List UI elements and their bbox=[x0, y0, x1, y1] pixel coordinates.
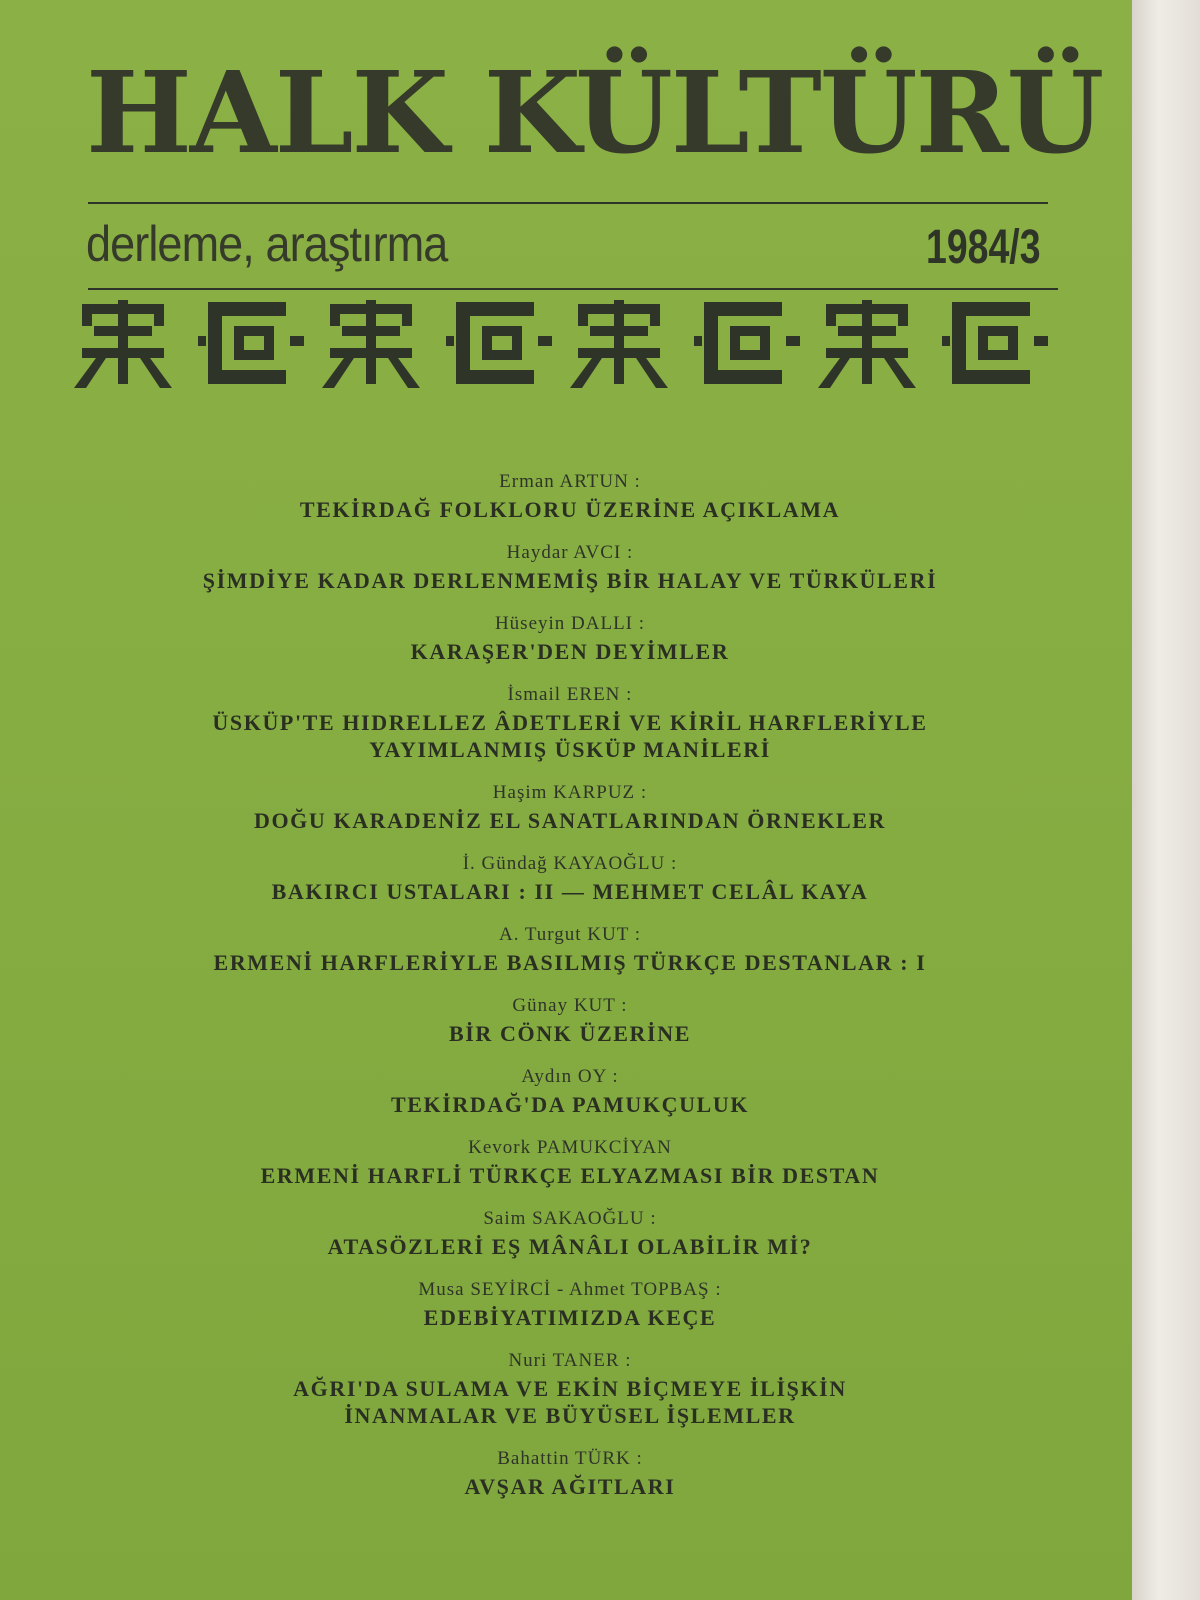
entry-author: Haşim KARPUZ : bbox=[492, 782, 648, 803]
contents-entry bbox=[150, 1134, 990, 1189]
magazine-subtitle: derleme, araştırma bbox=[86, 216, 448, 272]
scroll-motif-icon bbox=[198, 302, 304, 384]
entry-article-title: ATASÖZLERİ EŞ MÂNÂLI OLABİLİR Mİ? bbox=[327, 1234, 813, 1259]
entry-article-title: AĞRI'DA SULAMA VE EKİN BİÇMEYE İLİŞKİN bbox=[293, 1376, 847, 1401]
entry-author: Günay KUT : bbox=[512, 995, 628, 1016]
scroll-motif-icon bbox=[446, 302, 552, 384]
entry-article-title: ERMENİ HARFLERİYLE BASILMIŞ TÜRKÇE DESTANLAR : I bbox=[213, 950, 927, 975]
entry-article-title: İNANMALAR VE BÜYÜSEL İŞLEMLER bbox=[344, 1403, 796, 1428]
contents-entry bbox=[150, 779, 990, 834]
entry-author: Bahattin TÜRK : bbox=[497, 1448, 643, 1469]
contents-entry bbox=[150, 921, 990, 976]
contents-entry bbox=[150, 1445, 990, 1500]
entry-article-title: BİR CÖNK ÜZERİNE bbox=[449, 1021, 691, 1046]
contents-entry bbox=[150, 1205, 990, 1260]
contents-entry bbox=[150, 681, 990, 763]
contents-entry bbox=[150, 610, 990, 665]
entry-article-title: EDEBİYATIMIZDA KEÇE bbox=[423, 1305, 717, 1330]
scroll-motif-icon bbox=[694, 302, 800, 384]
entry-article-title: KARAŞER'DEN DEYİMLER bbox=[410, 639, 730, 664]
entry-author: A. Turgut KUT : bbox=[498, 924, 642, 945]
contents-entry bbox=[150, 850, 990, 905]
contents-entry bbox=[150, 1276, 990, 1331]
contents-entry bbox=[150, 1063, 990, 1118]
entry-author: Hüseyin DALLI : bbox=[494, 613, 646, 634]
entry-article-title: YAYIMLANMIŞ ÜSKÜP MANİLERİ bbox=[369, 737, 771, 762]
tree-motif-icon bbox=[322, 300, 420, 388]
contents-entry bbox=[150, 468, 990, 523]
entry-article-title: TEKİRDAĞ FOLKLORU ÜZERİNE AÇIKLAMA bbox=[299, 497, 841, 522]
background-paper bbox=[1132, 0, 1200, 1600]
scroll-motif-icon bbox=[942, 302, 1048, 384]
entry-author: Saim SAKAOĞLU : bbox=[483, 1208, 657, 1229]
contents-entry bbox=[150, 1347, 990, 1429]
entry-article-title: AVŞAR AĞITLARI bbox=[464, 1474, 676, 1499]
entry-article-title: BAKIRCI USTALARI : II — MEHMET CELÂL KAYA bbox=[271, 879, 869, 904]
title-rule-top bbox=[88, 202, 1048, 204]
magazine-title: HALK KÜLTÜRÜ bbox=[86, 48, 1103, 179]
table-of-contents bbox=[150, 468, 990, 1500]
entry-article-title: DOĞU KARADENİZ EL SANATLARINDAN ÖRNEKLER bbox=[253, 808, 886, 833]
issue-number: 1984/3 bbox=[926, 221, 1041, 274]
entry-author: Musa SEYİRCİ - Ahmet TOPBAŞ : bbox=[418, 1279, 722, 1300]
entry-author: İ. Gündağ KAYAOĞLU : bbox=[462, 853, 678, 874]
entry-author: Haydar AVCI : bbox=[506, 542, 634, 563]
kilim-ornament-band bbox=[74, 296, 1066, 388]
title-rule-bottom bbox=[88, 288, 1058, 290]
entry-author: Nuri TANER : bbox=[508, 1350, 632, 1371]
tree-motif-icon bbox=[74, 300, 172, 388]
entry-article-title: TEKİRDAĞ'DA PAMUKÇULUK bbox=[390, 1092, 750, 1117]
entry-author: Aydın OY : bbox=[521, 1066, 619, 1087]
entry-article-title: ERMENİ HARFLİ TÜRKÇE ELYAZMASI BİR DESTAN bbox=[260, 1163, 880, 1188]
entry-article-title: ŞİMDİYE KADAR DERLENMEMİŞ BİR HALAY VE TÜRKÜLERİ bbox=[202, 568, 938, 593]
entry-author: Kevork PAMUKCİYAN bbox=[468, 1137, 672, 1158]
entry-author: İsmail EREN : bbox=[507, 684, 633, 705]
contents-entry bbox=[150, 539, 990, 594]
tree-motif-icon bbox=[818, 300, 916, 388]
entry-article-title: ÜSKÜP'TE HIDRELLEZ ÂDETLERİ VE KİRİL HARFLERİYLE bbox=[212, 710, 928, 735]
contents-entry bbox=[150, 992, 990, 1047]
tree-motif-icon bbox=[570, 300, 668, 388]
entry-author: Erman ARTUN : bbox=[499, 471, 641, 492]
